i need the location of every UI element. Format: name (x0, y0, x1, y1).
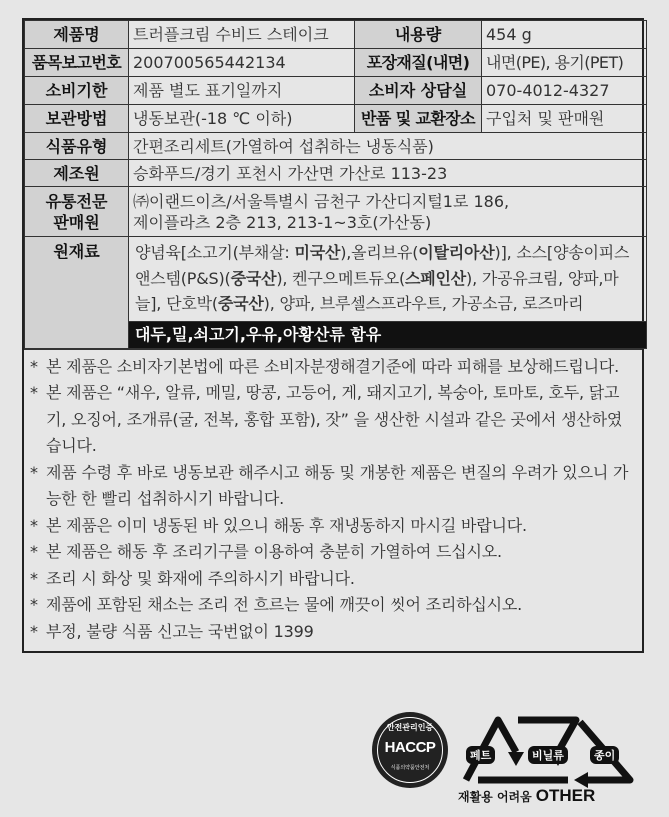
origin-usa: 미국산 (294, 243, 341, 262)
note-item (30, 380, 636, 460)
note-text: 본 제품은 이미 냉동된 바 있으니 해동 후 재냉동하지 마시길 바랍니다. (46, 515, 527, 535)
storage-label: 보관방법 (25, 105, 129, 133)
note-item (30, 513, 636, 540)
note-item (30, 619, 636, 646)
distributor-label (25, 187, 129, 237)
ingredients-label (25, 237, 129, 349)
recycle-note: 재활용 어려움 (458, 790, 532, 804)
recycle-icon (458, 708, 638, 788)
origin-italy: 이탈리아산 (418, 243, 495, 262)
consult-label: 소비자 상담실 (355, 77, 482, 105)
distributor-label-line1: 유통전문 (45, 191, 108, 211)
note-marker: * (30, 515, 38, 535)
ingredients-text: )], 소스[양송이피스앤스템(P&S)( (135, 243, 630, 288)
type-label: 식품유형 (25, 133, 129, 160)
maker-label: 제조원 (25, 160, 129, 187)
report-no-value: 20070056544​2134 (129, 49, 355, 77)
table-row (25, 187, 647, 237)
product-name-label: 제품명 (25, 21, 129, 49)
ingredients-text: ), 가공유크림, 양파,마늘], 단호박( (135, 268, 619, 313)
note-item (30, 354, 636, 381)
note-text: 제품 수령 후 바로 냉동보관 해주시고 해동 및 개봉한 제품은 변질의 우려가 있으니 가능한 한 빨리 섭취하시기 바랍니다. (46, 462, 629, 508)
note-text: 부정, 불량 식품 신고는 국번없이 1399 (46, 621, 314, 641)
contents-label: 내용량 (355, 21, 482, 49)
table-row (25, 160, 647, 187)
haccp-bottom-text: 식품의약품안전처 (390, 765, 430, 771)
table-row (25, 49, 647, 77)
haccp-top-text: 안전관리인증 (386, 723, 434, 732)
maker-value: 승화푸드/경기 포천시 가산면 가산로 113-23 (129, 160, 647, 187)
packaging-label: 포장재질(내면) (355, 49, 482, 77)
ingredients-text: ),올리브유( (340, 243, 419, 262)
type-value: 간편조리세트(가열하여 섭취하는 냉동식품) (129, 133, 647, 160)
note-item (30, 539, 636, 566)
haccp-seal-icon (372, 712, 448, 788)
note-text: 본 제품은 “새우, 알류, 메밀, 땅콩, 고등어, 게, 돼지고기, 복숭아, 토마토, 호두, 닭고기, 오징어, 조개류(굴, 전복, 홍합 포함), 잣” 을 생산한 시설과 같은 곳에서 생산하였습니다. (46, 383, 623, 455)
distributor-value (129, 187, 647, 237)
note-item (30, 592, 636, 619)
recycle-label-paper: 종이 (590, 746, 619, 764)
notes-section (24, 349, 642, 652)
allergy-cell (129, 321, 647, 348)
note-marker: * (30, 595, 38, 614)
table-row (25, 105, 647, 133)
note-marker: * (30, 621, 38, 641)
exchange-label: 반품 및 교환장소 (355, 105, 482, 133)
origin-china: 중국산 (217, 294, 264, 313)
expiry-value: 제품 별도 표기일까지 (129, 77, 355, 105)
note-item (30, 566, 636, 593)
note-marker: * (30, 356, 38, 376)
storage-value: 냉동보관(-18 ℃ 이하) (129, 105, 355, 133)
table-row (25, 237, 647, 322)
distributor-label-line2: 판매원 (53, 212, 100, 232)
packaging-value: 내면(PE), 용기(PET) (482, 49, 647, 77)
ingredients-value (129, 237, 647, 322)
ingredients-text: ), 켄구으메트듀오( (276, 268, 406, 288)
recycle-other: OTHER (535, 786, 596, 805)
note-text: 조리 시 화상 및 화재에 주의하시기 바랍니다. (46, 568, 355, 588)
origin-spain: 스페인산 (405, 268, 467, 288)
note-text: 제품에 포함된 채소는 조리 전 흐르는 물에 깨끗이 씻어 조리하십시오. (46, 595, 523, 614)
exchange-value: 구입처 및 판매원 (482, 105, 647, 133)
report-no-label: 품목보고번호 (25, 49, 129, 77)
note-text: 본 제품은 소비자기본법에 따른 소비자분쟁해결기준에 따라 피해를 보상해드립니다. (46, 356, 620, 376)
distributor-line2: 제이플라츠 2층 213, 213-1~3호(가산동) (133, 212, 432, 232)
ingredients-text: 양념육[소고기(부채살: (135, 243, 295, 262)
food-label-panel (22, 18, 644, 653)
product-info-table (24, 20, 647, 349)
consult-value: 070-4012-4327 (482, 77, 647, 105)
recycle-label-pet: 페트 (466, 746, 495, 764)
note-text: 본 제품은 해동 후 조리기구를 이용하여 충분히 가열하여 드십시오. (46, 542, 502, 561)
contents-value: 454 g (482, 21, 647, 49)
allergy-bar: 대두,밀,쇠고기,우유,아황산류 함유 (129, 322, 646, 348)
recycle-caption (458, 786, 638, 806)
table-row (25, 133, 647, 160)
haccp-main-text: HACCP (384, 739, 436, 756)
note-marker: * (30, 568, 38, 588)
note-marker: * (30, 542, 38, 561)
note-item (30, 460, 636, 513)
note-marker: * (30, 383, 38, 402)
certification-marks (372, 704, 642, 814)
distributor-line1: ㈜이랜드이츠/서울특별시 금천구 가산디지털1로 186, (133, 191, 510, 211)
product-name-value: 트러플크림 수비드 스테이크 (129, 21, 355, 49)
ingredients-label-text: 원재료 (53, 242, 100, 261)
origin-china: 중국산 (230, 268, 277, 288)
expiry-label: 소비기한 (25, 77, 129, 105)
note-marker: * (30, 462, 38, 482)
table-row (25, 77, 647, 105)
ingredients-text: ), 양파, 브루셀스프라우트, 가공소금, 로즈마리 (263, 294, 584, 313)
recycle-label-vinyl: 비닐류 (528, 746, 568, 764)
table-row (25, 21, 647, 49)
